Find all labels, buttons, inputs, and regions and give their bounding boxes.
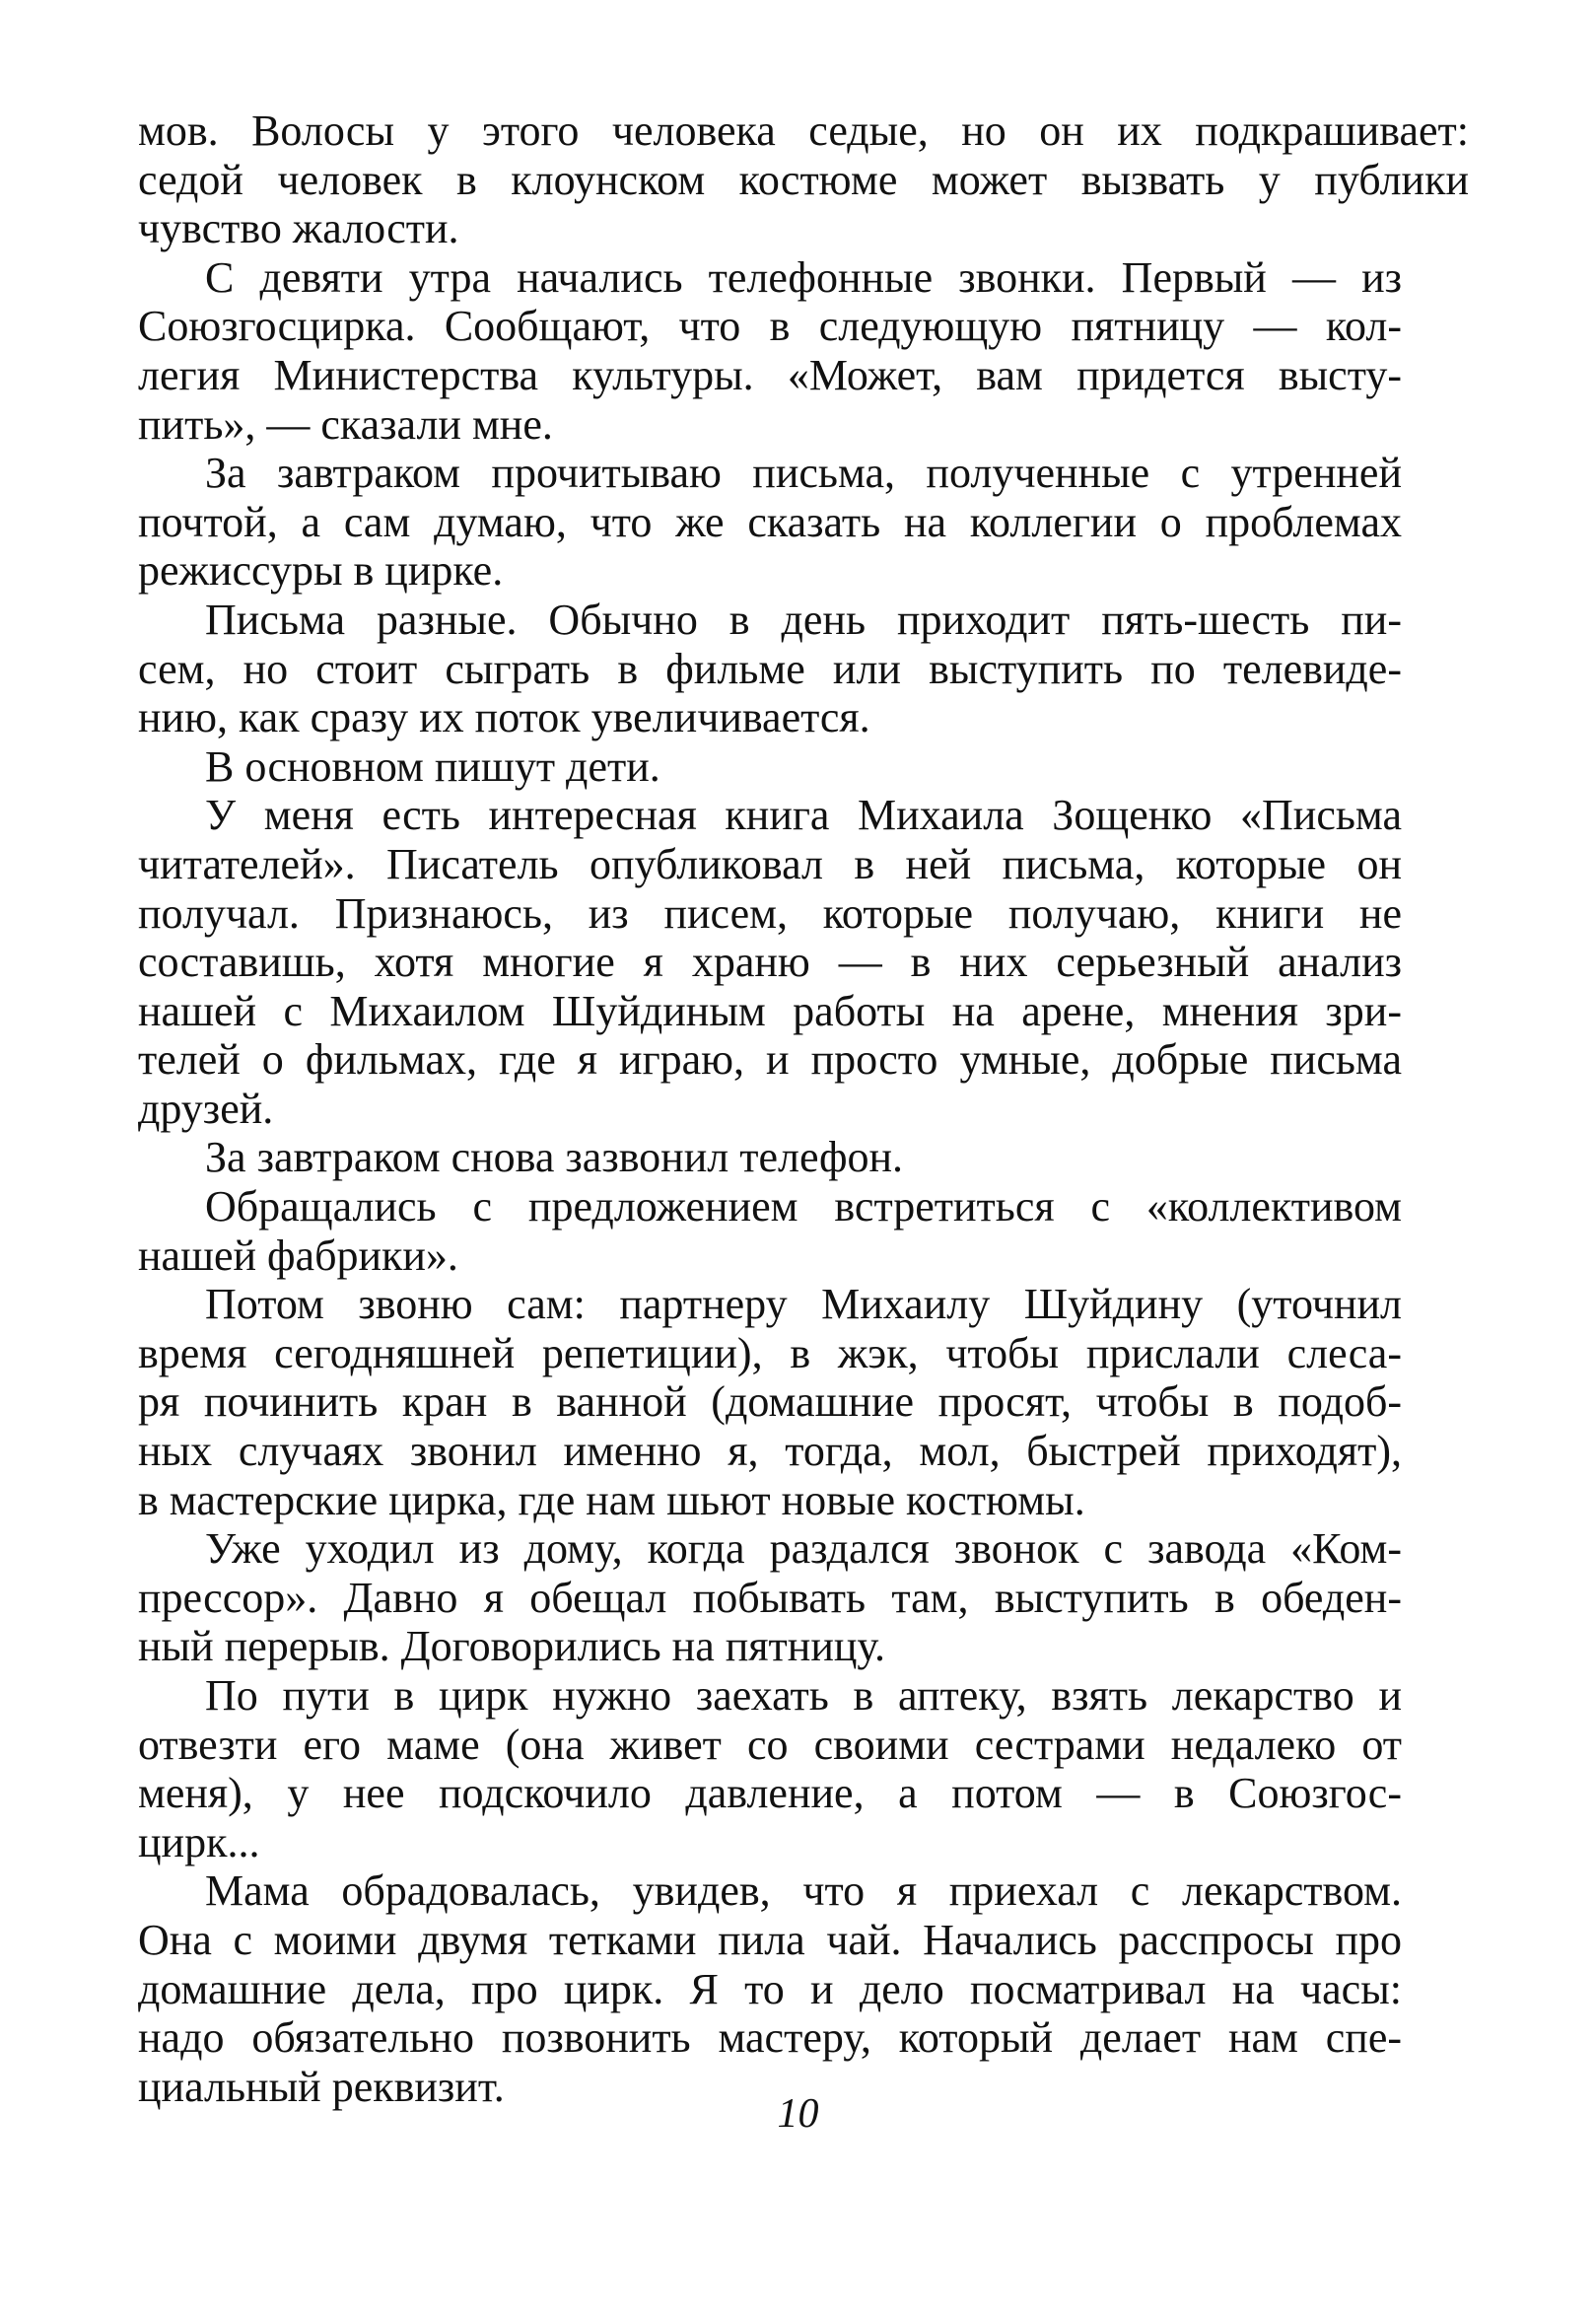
text-line: За завтраком снова зазвонил телефон. xyxy=(205,1133,904,1182)
text-line: Письма разные. Обычно в день приходит пять-шесть пи- xyxy=(205,595,1402,644)
text-line: домашние дела, про цирк. Я то и дело посматривал на часы: xyxy=(138,1964,1402,2013)
text-line: получал. Признаюсь, из писем, которые получаю, книги не xyxy=(138,888,1402,938)
text-line: надо обязательно позвонить мастеру, который делает нам спе- xyxy=(138,2013,1402,2063)
text-line: нию, как сразу их поток увеличивается. xyxy=(138,693,870,742)
text-line: С девяти утра начались телефонные звонки. Первый — из xyxy=(205,252,1402,302)
text-line: Обращались с предложением встретиться с «коллективом xyxy=(205,1182,1402,1231)
paragraph xyxy=(138,106,1469,253)
text-line: легия Министерства культуры. «Может, вам придется высту- xyxy=(138,350,1402,399)
paragraph xyxy=(138,791,1469,1133)
text-line: ный перерыв. Договорились на пятницу. xyxy=(138,1622,886,1671)
text-line: друзей. xyxy=(138,1084,274,1133)
text-line: Мама обрадовалась, увидев, что я приехал с лекарством. xyxy=(205,1866,1402,1916)
text-line: пить», — сказали мне. xyxy=(138,399,553,449)
text-line: чувство жалости. xyxy=(138,204,459,253)
text-line: отвезти его маме (она живет со своими сестрами недалеко от xyxy=(138,1720,1402,1769)
text-line: составишь, хотя многие я храню — в них серьезный анализ xyxy=(138,938,1402,987)
text-line: Союзгосцирка. Сообщают, что в следующую пятницу — кол- xyxy=(138,302,1402,351)
paragraph xyxy=(138,1671,1469,1866)
text-line: читателей». Писатель опубликовал в ней письма, которые он xyxy=(138,839,1402,888)
text-line: режиссуры в цирке. xyxy=(138,546,504,596)
page-number: 10 xyxy=(777,2091,819,2137)
text-line: Уже уходил из дому, когда раздался звонок с завода «Ком- xyxy=(205,1524,1402,1574)
text-line: циальный реквизит. xyxy=(138,2062,505,2111)
text-line: ных случаях звонил именно я, тогда, мол, быстрей приходят), xyxy=(138,1427,1402,1476)
paragraph xyxy=(138,1133,1469,1182)
text-line: седой человек в клоунском костюме может вызвать у публики xyxy=(138,155,1469,204)
text-line: сем, но стоит сыграть в фильме или выступить по телевиде- xyxy=(138,644,1402,693)
paragraph xyxy=(138,742,1469,792)
text-line: У меня есть интересная книга Михаила Зощенко «Письма xyxy=(205,791,1402,840)
text-line: почтой, а сам думаю, что же сказать на коллегии о проблемах xyxy=(138,497,1402,546)
paragraph xyxy=(138,1524,1469,1671)
page-body xyxy=(138,106,1469,2111)
paragraph xyxy=(138,1866,1469,2111)
text-line: в мастерские цирка, где нам шьют новые костюмы. xyxy=(138,1475,1085,1524)
paragraph xyxy=(138,449,1469,596)
text-line: По пути в цирк нужно заехать в аптеку, взять лекарство и xyxy=(205,1671,1402,1720)
text-line: нашей с Михаилом Шуйдиным работы на арене, мнения зри- xyxy=(138,986,1402,1035)
text-line: телей о фильмах, где я играю, и просто умные, добрые письма xyxy=(138,1035,1402,1085)
text-line: нашей фабрики». xyxy=(138,1231,458,1280)
text-line: За завтраком прочитываю письма, полученные с утренней xyxy=(205,449,1402,498)
text-line: ря починить кран в ванной (домашние просят, чтобы в подоб- xyxy=(138,1377,1402,1427)
text-line: цирк... xyxy=(138,1817,260,1866)
paragraph xyxy=(138,253,1469,449)
text-line: прессор». Давно я обещал побывать там, выступить в обеден- xyxy=(138,1573,1402,1622)
paragraph xyxy=(138,1182,1469,1280)
text-line: В основном пишут дети. xyxy=(205,741,660,791)
text-line: Потом звоню сам: партнеру Михаилу Шуйдину (уточнил xyxy=(205,1280,1402,1329)
text-line: время сегодняшней репетиции), в жэк, чтобы прислали слеса- xyxy=(138,1328,1402,1377)
paragraph xyxy=(138,1280,1469,1524)
text-line: меня), у нее подскочило давление, а потом — в Союзгос- xyxy=(138,1769,1402,1818)
paragraph xyxy=(138,596,1469,742)
text-line: мов. Волосы у этого человека седые, но он их подкрашивает: xyxy=(138,106,1469,155)
text-line: Она с моими двумя тетками пила чай. Начались расспросы про xyxy=(138,1915,1402,1964)
